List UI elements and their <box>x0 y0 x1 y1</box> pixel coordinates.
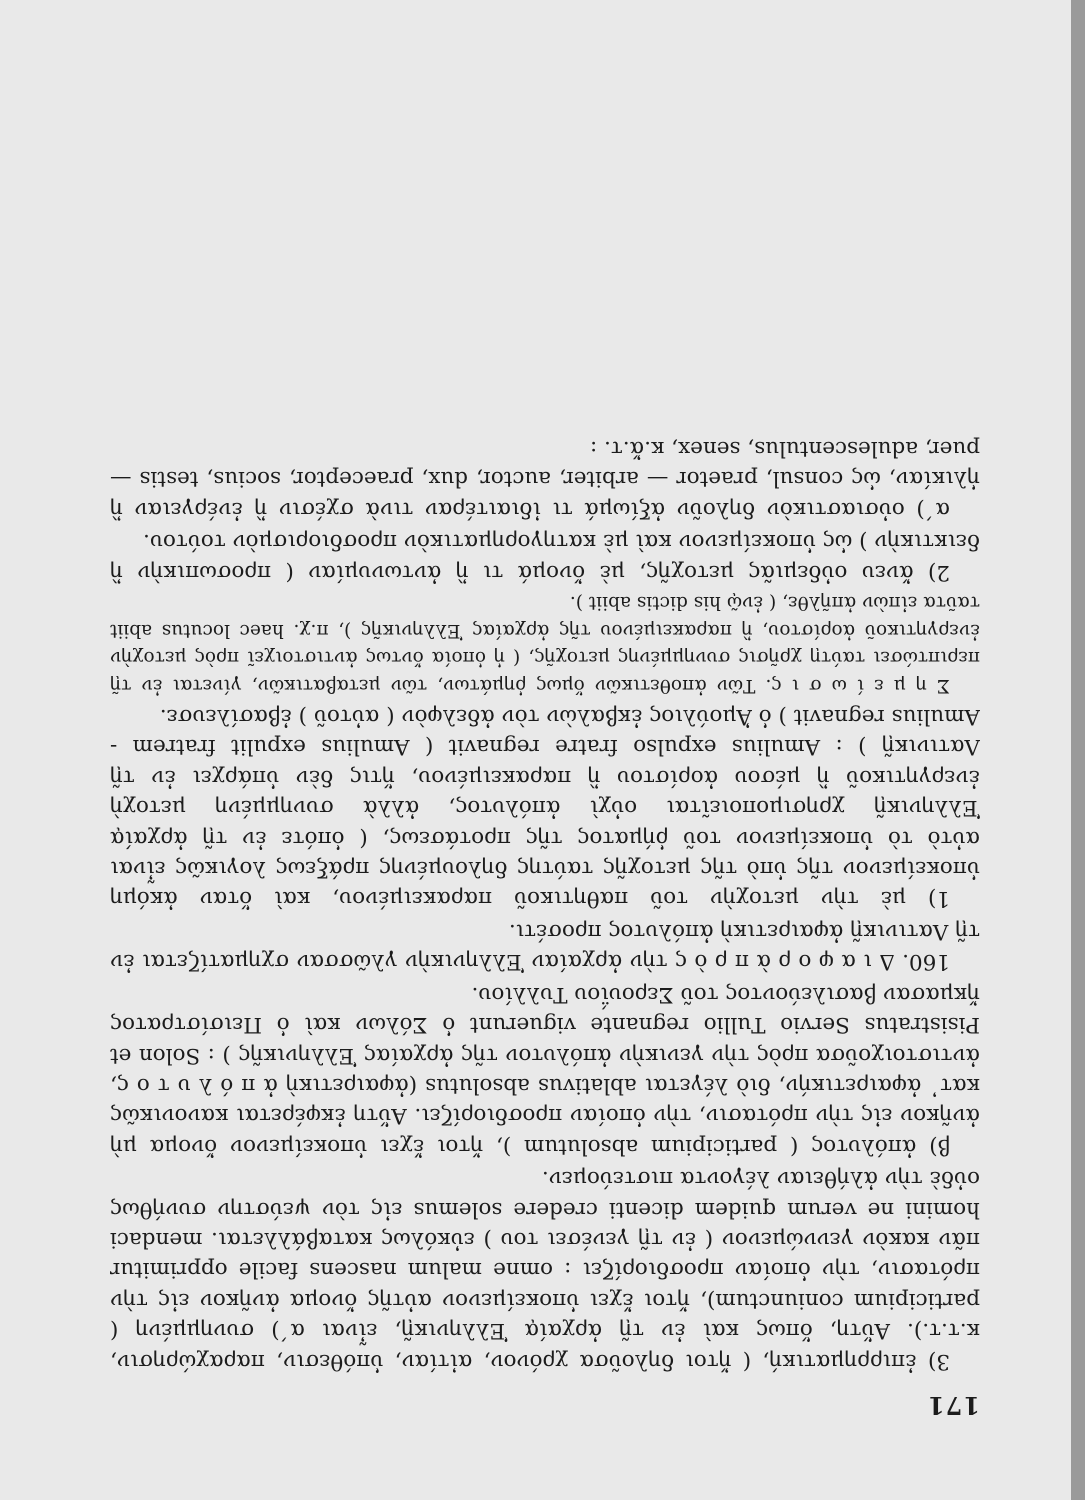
paragraph-note: Σ η μ ε ί ω σ ι ς. Τῶν ἀποθετικῶν ὅμως ῥημάτων, τῶν μεταβατικῶν, γίνεται ἐν τῇ περιπτώσει ταύτῃ χρῆσις συνημμένης μετοχῆς, ( ἡ ὁποία ὄντως ἀντιστοιχεῖ πρὸς μετοχὴν ἐνεργητικοῦ ἀορίστου, ἢ παρακειμένου τῆς ἀρχαίας Ἑλληνικῆς ), π.χ. haec locutus abiit ταῦτα εἰπὼν ἀπῆλθε, ( ἐνῷ his dictis abiit ). <box>110 592 980 696</box>
text-block-upside-down <box>110 110 980 1420</box>
paragraph-noun-dignity: α΄) οὐσιαστικὸν δηλοῦν ἀξίωμά τι ἰδιαιτέραν τινὰ σχέσιν ἢ ἐνέργειαν ἢ ἡλικίαν, ὡς consul, praetor — arbiter, auctor, dux, praeceptor, socius, testis — puer, adulescentulus, senex, κ.ἄ.τ. : <box>110 436 980 522</box>
page-number: 171 <box>926 1391 980 1420</box>
paragraph-perfect-passive: 1) μὲ τὴν μετοχὴν τοῦ παθητικοῦ παρακειμένου, καὶ ὅταν ἀκόμη ὑποκείμενον τῆς ὑπὸ τῆς μετοχῆς ταύτης δηλουμένης πράξεως λογικῶς εἶναι αὐτὸ τὸ ὑποκείμενον τοῦ ῥήματος τῆς προτάσεως, ( ὁπότε ἐν τῇ ἀρχαίᾳ Ἑλληνικῇ χρησιμοποιεῖται οὐχὶ ἀπόλυτος, ἀλλὰ συνημμένη μετοχὴ ἐνεργητικοῦ ἢ μέσου ἀορίστου ἢ παρακειμένου, ἥτις δὲν ὑπάρχει ἐν τῇ Λατινικῇ ) : Amulius expulso fratre regnavit ( Amulius expulit fratrem - Amulius regnavit ) ὁ Ἀμούλιος ἐκβαλὼν τὸν ἀδελφὸν ( αὐτοῦ ) ἐβασίλευσε. <box>110 704 980 912</box>
paragraph-adverbial-participle: 3) ἐπιρρηματική, ( ἤτοι δηλοῦσα χρόνον, αἰτίαν, ὑπόθεσιν, παραχώρησιν, κ.τ.τ.). Αὕτη, ὅπως καὶ ἐν τῇ ἀρχαίᾳ Ἑλληνικῇ, εἶναι α΄) συνημμένη ( participium coniunctum), ἤτοι ἔχει ὑποκείμενον αὐτῆς ὄνομα ἀνῆκον εἰς τὴν πρότασιν, τὴν ὁποίαν προσδιορίζει : omne malum nascens facile opprimitur πᾶν κακὸν γεννώμενον ( ἐν τῇ γενέσει του ) εὐκόλως καταβάλλεται. mendaci homini ne verum quidem dicenti credere solemus εἰς τὸν ψεύστην συνήθως οὐδὲ τὴν ἀλήθειαν λέγοντα πιστεύομεν. <box>110 1166 980 1374</box>
paragraph-absolute-participle: β) ἀπόλυτος ( participium absolutum ), ἤτοι ἔχει ὑποκείμενον ὄνομα μὴ ἀνῆκον εἰς τὴν πρότασιν, τὴν ὁποίαν προσδιορίζει. Αὕτη ἐκφέρεται κανονικῶς κατ᾽ ἀφαιρετικήν, διὸ λέγεται ablativus absolutus (ἀφαιρετικὴ ἀ π ό λ υ τ ο ς, ἀντιστοιχοῦσα πρὸς τὴν γενικὴν ἀπόλυτον τῆς ἀρχαίας Ἑλληνικῆς ) : Solon et Pisistratus Servio Tullio regnante viguerunt ὁ Σόλων καὶ ὁ Πεισίστρατος ἤκμασαν βασιλεύοντος τοῦ Σερουΐου Τυλλίου. <box>110 981 980 1159</box>
paragraph-without-participle: 2) ἄνευ οὐδεμιᾶς μετοχῆς, μὲ ὄνομά τι ἢ ἀντωνυμίαν ( προσωπικὴν ἢ δεικτικὴν ) ὡς ὑποκείμενον καὶ μὲ κατηγορηματικὸν προσδιορισμὸν τούτου. <box>110 529 980 585</box>
paragraph-160: 160. Δ ι α φ ο ρ ὰ π ρ ὸ ς τὴν ἀρχαίαν Ἑλληνικὴν γλῶσσαν σχηματίζεται ἐν τῇ Λατινικῇ ἀφαιρετικὴ ἀπόλυτος προσέτι. <box>110 918 980 975</box>
